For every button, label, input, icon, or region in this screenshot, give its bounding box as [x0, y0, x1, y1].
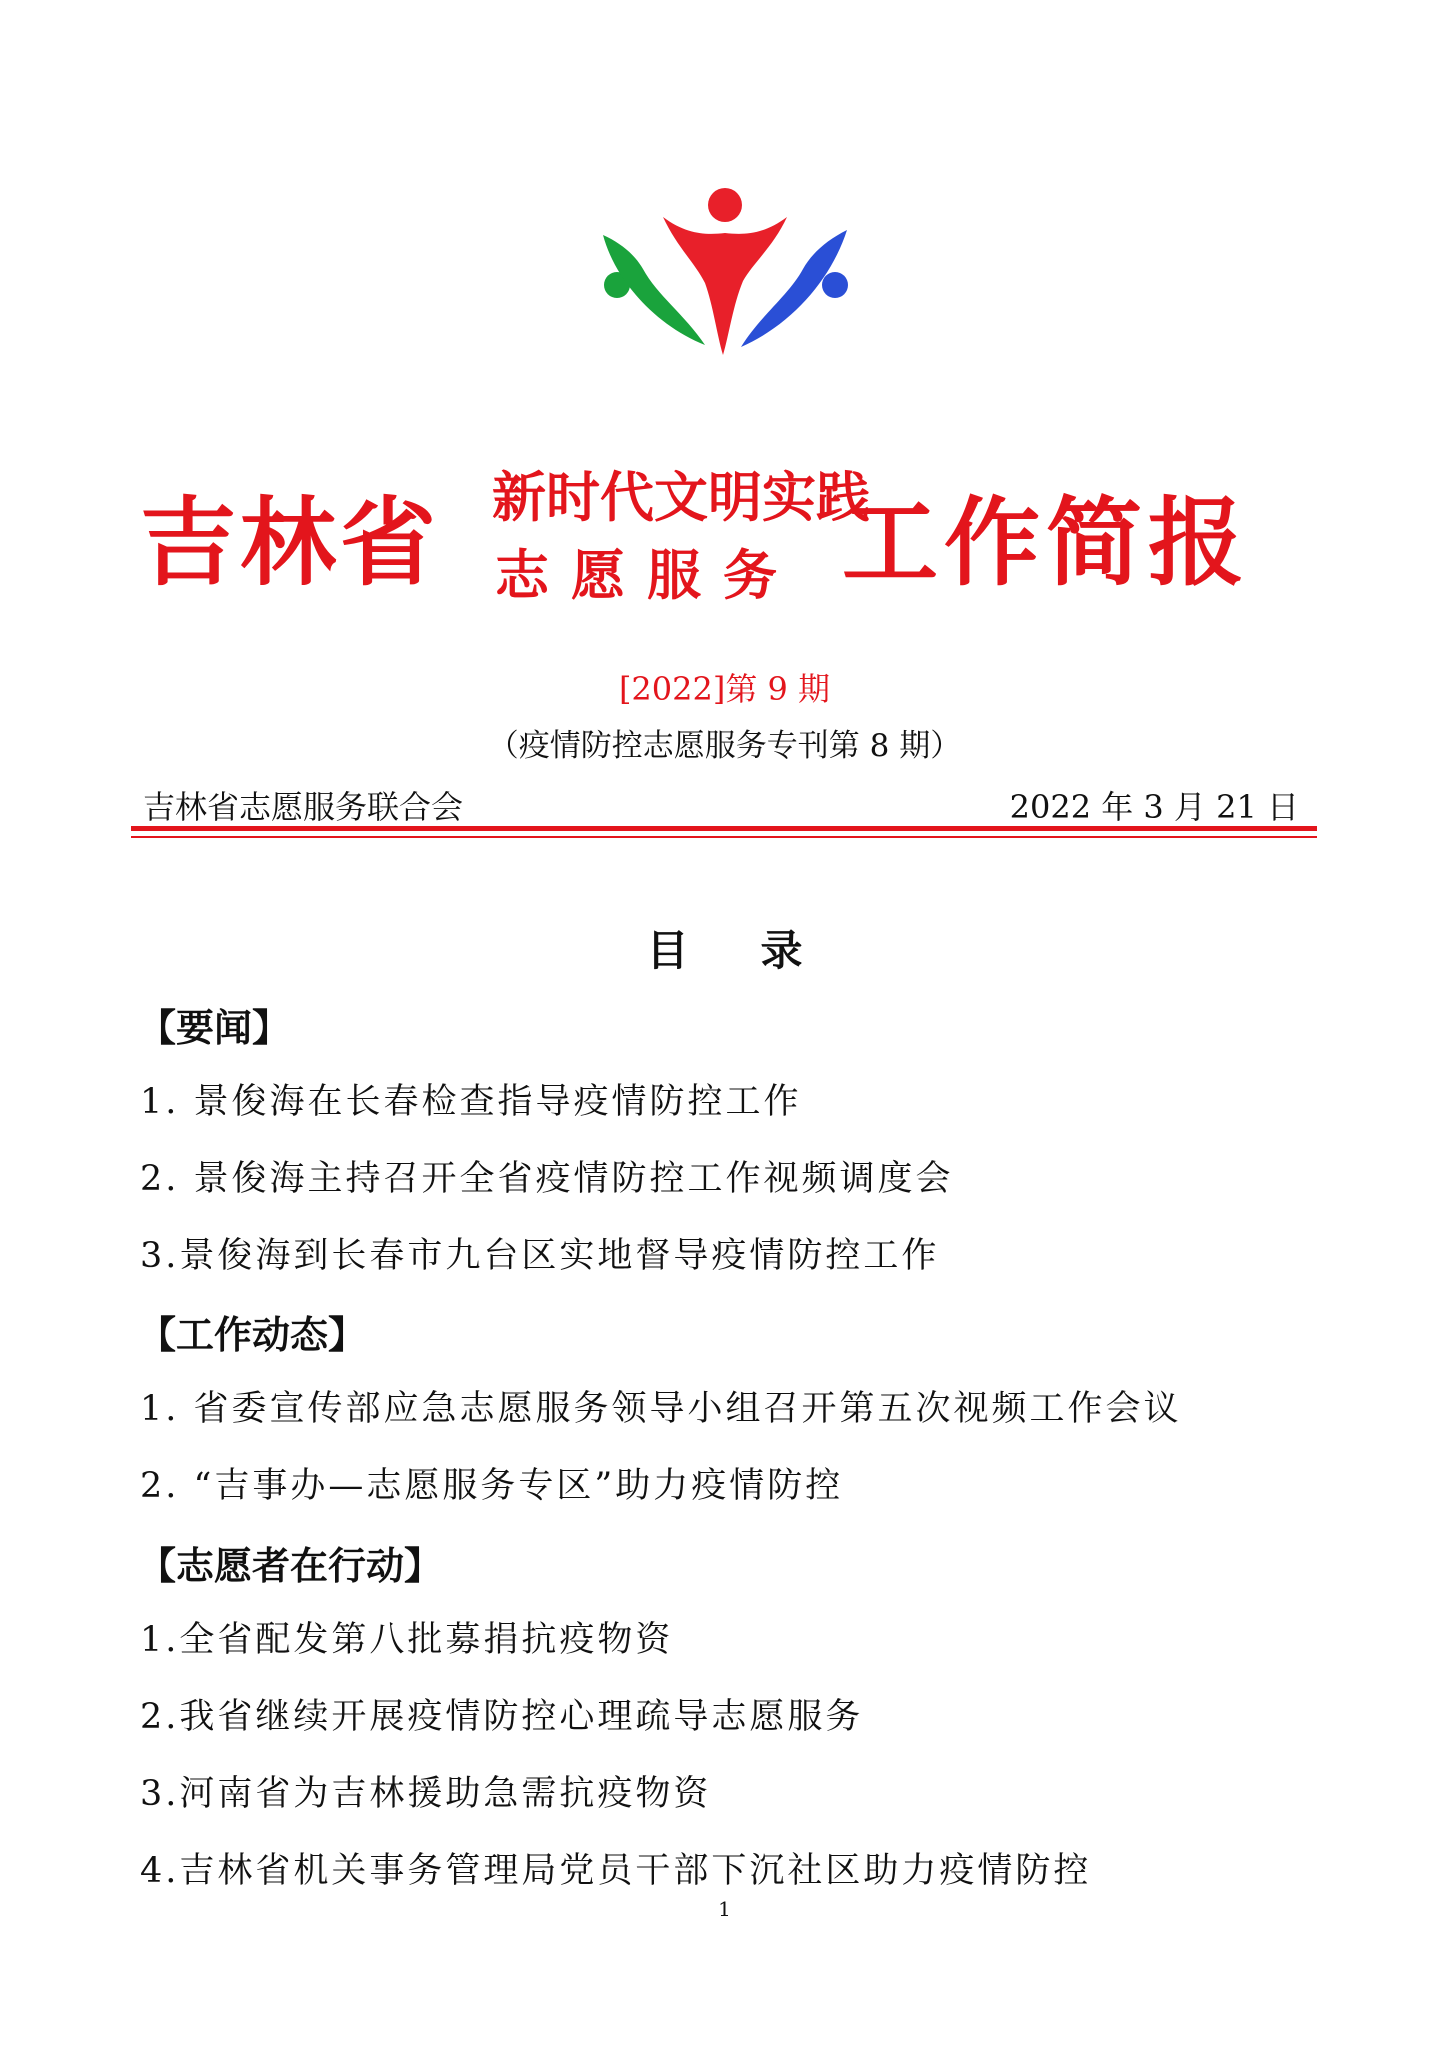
toc-item[interactable]: 3.河南省为吉林援助急需抗疫物资	[140, 1774, 712, 1814]
toc-section-heading: 【要闻】	[138, 1006, 291, 1050]
toc-item[interactable]: 1.全省配发第八批募捐抗疫物资	[140, 1620, 674, 1660]
volunteer-logo-icon	[595, 185, 855, 360]
toc-item[interactable]: 2.我省继续开展疫情防控心理疏导志愿服务	[140, 1697, 864, 1737]
toc-item[interactable]: 3.景俊海到长春市九台区实地督导疫情防控工作	[140, 1236, 940, 1276]
toc-item[interactable]: 1. 景俊海在长春检查指导疫情防控工作	[140, 1082, 802, 1122]
toc-section-heading: 【志愿者在行动】	[138, 1544, 443, 1588]
special-issue: （疫情防控志愿服务专刊第 8 期）	[487, 728, 962, 764]
header-rule-thick	[131, 826, 1317, 831]
publish-date: 2022 年 3 月 21 日	[1009, 788, 1299, 826]
issue-number: [2022]第 9 期	[618, 670, 831, 708]
toc-title: 目录	[646, 926, 875, 975]
masthead-bulletin: 工作简报	[842, 486, 1250, 599]
masthead-province: 吉林省	[140, 486, 440, 599]
toc-section-heading: 【工作动态】	[138, 1313, 367, 1357]
masthead-subtitle-line1: 新时代文明实践	[492, 465, 870, 529]
page-number: 1	[718, 1897, 731, 1921]
toc-item[interactable]: 2. “吉事办—志愿服务专区”助力疫情防控	[140, 1466, 844, 1506]
toc-item[interactable]: 2. 景俊海主持召开全省疫情防控工作视频调度会	[140, 1159, 954, 1199]
organization: 吉林省志愿服务联合会	[143, 788, 464, 826]
toc-item[interactable]: 1. 省委宣传部应急志愿服务领导小组召开第五次视频工作会议	[140, 1389, 1182, 1429]
toc-item[interactable]: 4.吉林省机关事务管理局党员干部下沉社区助力疫情防控	[140, 1851, 1092, 1891]
masthead-subtitle-line2: 志愿服务	[495, 543, 799, 607]
header-rule-thin	[131, 836, 1317, 838]
